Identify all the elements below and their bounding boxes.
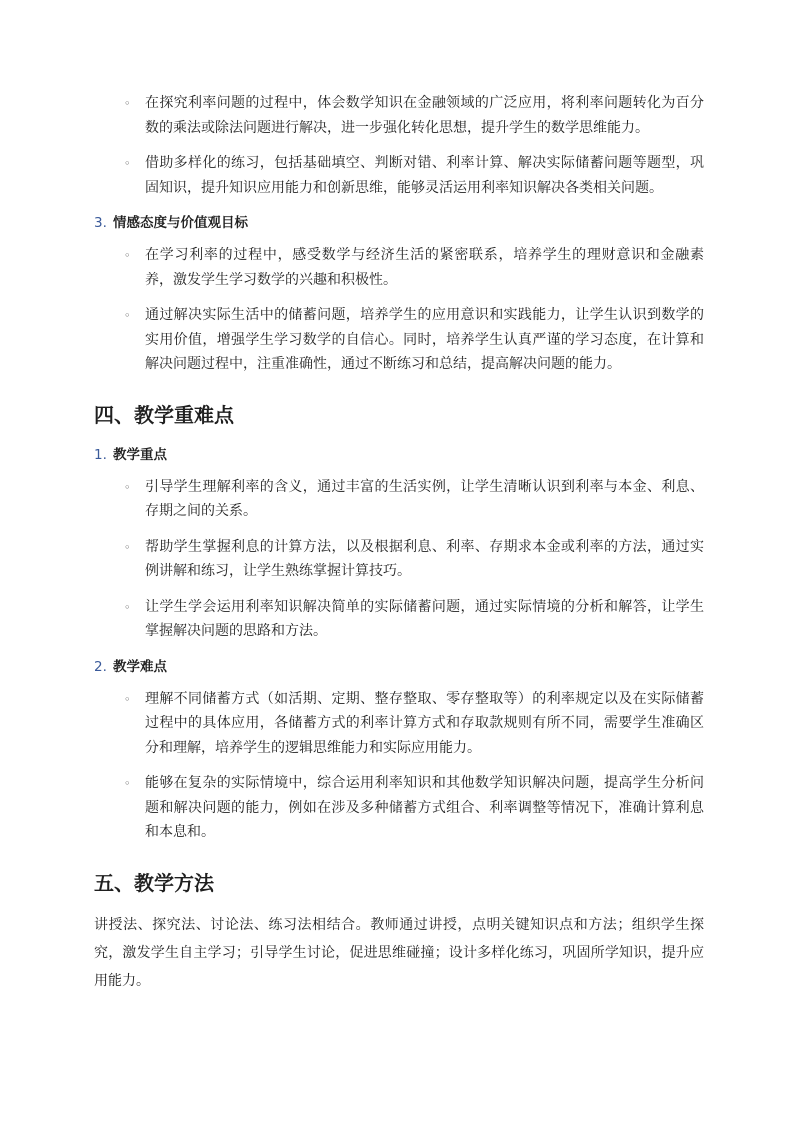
list-item-text: 借助多样化的练习，包括基础填空、判断对错、利率计算、解决实际储蓄问题等题型，巩固知识，提升知识应用能力和创新思维，能够灵活运用利率知识解决各类相关问题。 (145, 155, 704, 196)
list-item (94, 771, 704, 845)
list-item-text: 让学生学会运用利率知识解决简单的实际储蓄问题，通过实际情境的分析和解答，让学生掌握解决问题的思路和方法。 (145, 598, 704, 639)
hollow-bullet-icon: ◦ (124, 97, 131, 110)
list-item (94, 595, 704, 644)
group-title: 教学重点 (113, 446, 167, 463)
list-number: 3. (94, 215, 107, 231)
list-item (94, 475, 704, 524)
objective-group-3-list (94, 243, 704, 377)
list-item (94, 687, 704, 761)
list-item-text: 帮助学生掌握利息的计算方法，以及根据利息、利率、存期求本金或利率的方法，通过实例讲解和练习，让学生熟练掌握计算技巧。 (145, 538, 704, 579)
hollow-bullet-icon: ◦ (124, 600, 131, 614)
difficulties-heading (94, 655, 704, 679)
hollow-bullet-icon: ◦ (124, 777, 131, 790)
group-title: 教学难点 (113, 658, 167, 675)
hollow-bullet-icon: ◦ (124, 692, 131, 706)
document-content (94, 91, 704, 1009)
list-number: 2. (94, 658, 107, 675)
methods-paragraph: 讲授法、探究法、讨论法、练习法相结合。教师通过讲授，点明关键知识点和方法；组织学生探究，激发学生自主学习；引导学生讨论，促进思维碰撞；设计多样化练习，巩固所学知识，提升应用能力。 (94, 916, 704, 989)
objective-group-2-list (94, 91, 704, 200)
list-item-text: 能够在复杂的实际情境中，综合运用利率知识和其他数学知识解决问题，提高学生分析问题和解决问题的能力，例如在涉及多种储蓄方式组合、利率调整等情况下，准确计算利息和本息和。 (145, 775, 704, 840)
section-title-methods: 五、教学方法 (94, 870, 214, 895)
difficulties-list (94, 687, 704, 845)
list-item (94, 535, 704, 584)
hollow-bullet-icon: ◦ (124, 249, 131, 262)
list-item-text: 引导学生理解利率的含义，通过丰富的生活实例，让学生清晰认识到利率与本金、利息、存期之间的关系。 (145, 478, 704, 519)
key-points-list (94, 475, 704, 644)
list-item-text: 在探究利率问题的过程中，体会数学知识在金融领域的广泛应用，将利率问题转化为百分数的乘法或除法问题进行解决，进一步强化转化思想，提升学生的数学思维能力。 (145, 95, 704, 136)
key-points-heading (94, 443, 704, 467)
list-item-text: 通过解决实际生活中的储蓄问题，培养学生的应用意识和实践能力，让学生认识到数学的实用价值，增强学生学习数学的自信心。同时，培养学生认真严谨的学习态度，在计算和解决问题过程中，注重准确性，通过不断练习和总结，提高解决问题的能力。 (145, 307, 704, 372)
group-title: 情感态度与价值观目标 (113, 215, 248, 231)
hollow-bullet-icon: ◦ (124, 540, 131, 554)
list-item-text: 在学习利率的过程中，感受数学与经济生活的紧密联系，培养学生的理财意识和金融素养，激发学生学习数学的兴趣和积极性。 (145, 247, 704, 288)
hollow-bullet-icon: ◦ (124, 309, 131, 322)
list-item (94, 303, 704, 377)
objective-group-3-heading (94, 211, 704, 235)
section-title-key-points: 四、教学重难点 (94, 402, 234, 427)
list-item (94, 151, 704, 200)
hollow-bullet-icon: ◦ (124, 480, 131, 494)
list-item (94, 243, 704, 292)
list-item-text: 理解不同储蓄方式（如活期、定期、整存整取、零存整取等）的利率规定以及在实际储蓄过程中的具体应用，各储蓄方式的利率计算方式和存取款规则有所不同，需要学生准确区分和理解，培养学生的逻辑思维能力和实际应用能力。 (145, 690, 704, 756)
list-item (94, 91, 704, 140)
hollow-bullet-icon: ◦ (124, 157, 131, 170)
list-number: 1. (94, 446, 107, 463)
